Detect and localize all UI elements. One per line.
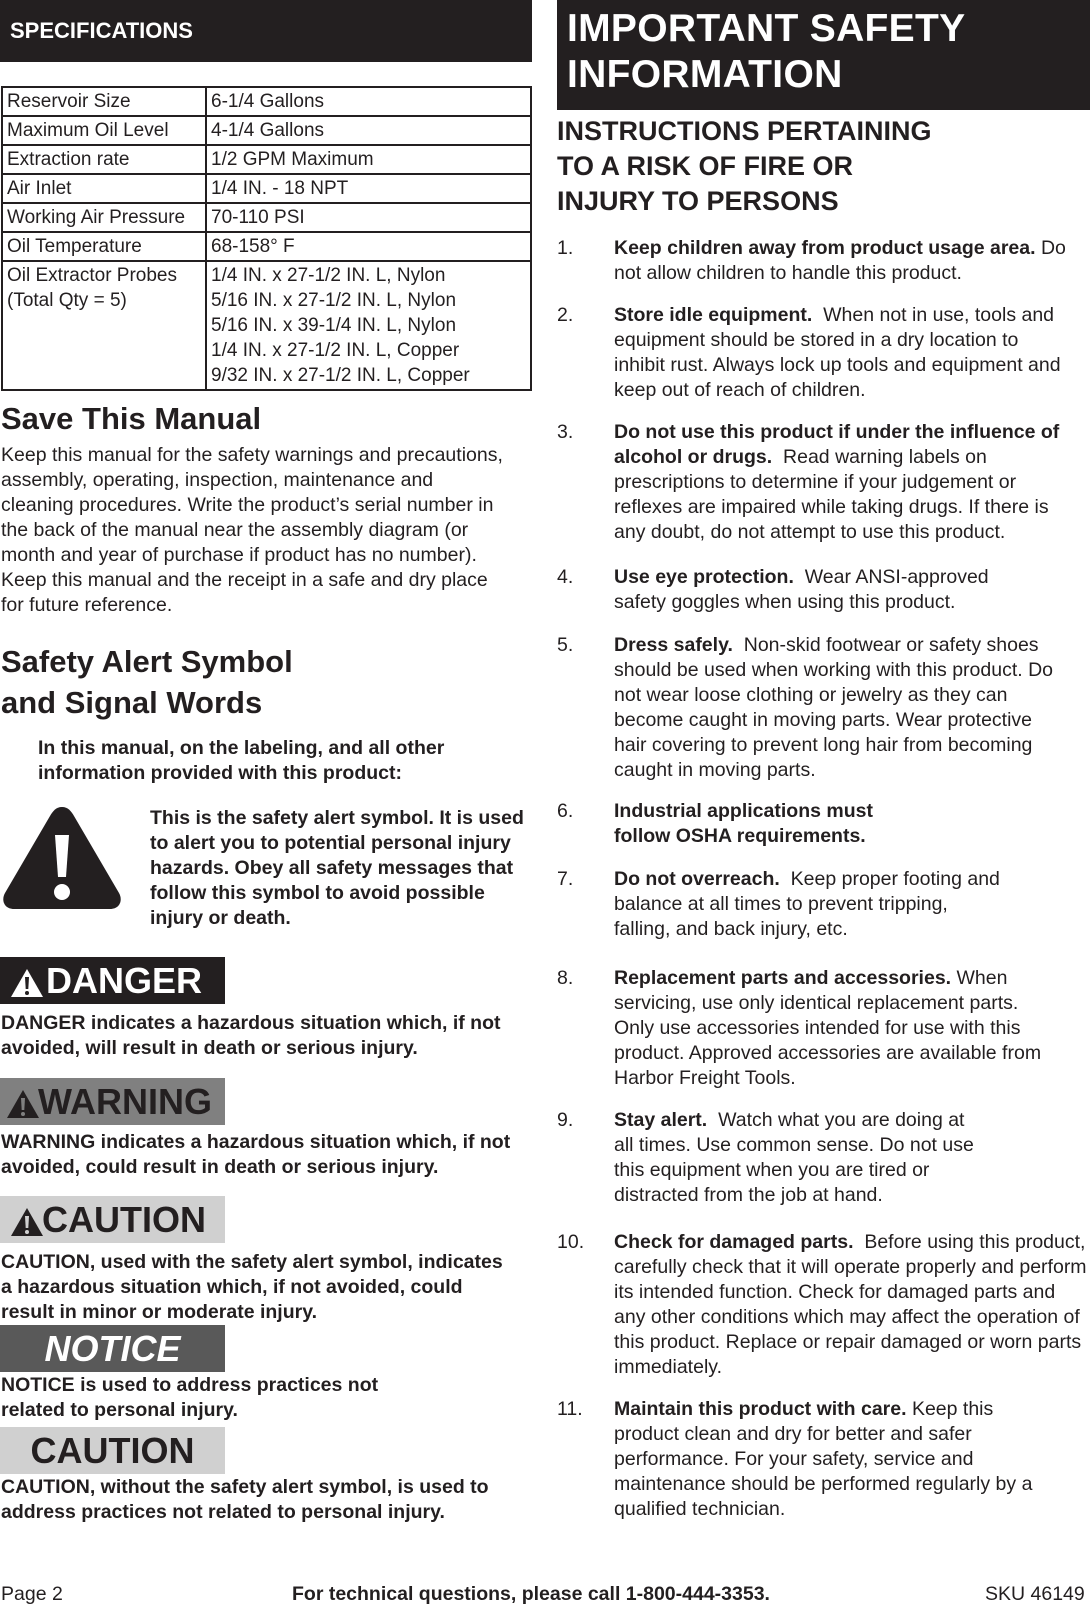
- item-text: Watch what you are doing at all times. Use common sense. Do not use this equipment when you are tired or distracted from the job at hand.: [614, 1109, 974, 1206]
- danger-label: DANGER: [46, 960, 203, 1001]
- item-text: Do not allow children to handle this product.: [614, 237, 1066, 284]
- item-heading: Check for damaged parts.: [614, 1231, 854, 1253]
- spec-value: 1/2 GPM Maximum: [206, 145, 531, 174]
- caution-symbol-text: CAUTION, used with the safety alert symbol, indicates a hazardous situation which, if not avoided, could result in minor or moderate injury.: [1, 1251, 503, 1323]
- warning-badge: [0, 1078, 225, 1125]
- table-row: [2, 232, 531, 261]
- item-text: Before using this product, carefully check that it will operate properly and perform its intended function. Check for damaged parts and any other conditions which may affect the operation of this product. Replace or repair damaged or worn parts immediately.: [614, 1231, 1087, 1378]
- danger-text: DANGER indicates a hazardous situation which, if not avoided, will result in death or serious injury.: [1, 1012, 501, 1059]
- item-number: 10.: [557, 1231, 585, 1253]
- item-heading: Replacement parts and accessories.: [614, 967, 952, 989]
- alert-triangle-icon: [6, 1081, 40, 1122]
- item-number: 4.: [557, 566, 574, 588]
- spec-label: Oil Temperature: [2, 232, 206, 261]
- table-row: [2, 145, 531, 174]
- spec-label: Working Air Pressure: [2, 203, 206, 232]
- save-manual-title: Save This Manual: [1, 401, 262, 436]
- table-row: [2, 203, 531, 232]
- tech-support-phone: For technical questions, please call 1-800-444-3353.: [292, 1583, 770, 1605]
- alert-symbol-text: This is the safety alert symbol. It is used to alert you to potential personal injury hazards. Obey all safety messages that follow this symbol to avoid possible injury or death.: [150, 807, 524, 929]
- table-row: [2, 116, 531, 145]
- item-number: 8.: [557, 967, 574, 989]
- list-item: [614, 420, 1076, 545]
- spec-label: [2, 261, 206, 390]
- item-number: 3.: [557, 421, 574, 443]
- table-row: [2, 174, 531, 203]
- item-heading: Store idle equipment.: [614, 304, 813, 326]
- safety-info-heading: [557, 0, 1090, 110]
- list-item: [614, 1230, 1088, 1380]
- list-item: [614, 633, 1064, 783]
- spec-value: 6-1/4 Gallons: [206, 87, 531, 116]
- spec-label: Reservoir Size: [2, 87, 206, 116]
- caution-symbol-label: CAUTION: [42, 1199, 206, 1240]
- item-number: 7.: [557, 868, 574, 890]
- page-number: Page 2: [1, 1583, 63, 1605]
- notice-label: NOTICE: [44, 1328, 181, 1369]
- spec-label: Air Inlet: [2, 174, 206, 203]
- sku-number: SKU 46149: [985, 1583, 1085, 1605]
- spec-value: 68-158° F: [206, 232, 531, 261]
- item-text: Non-skid footwear or safety shoes should be used when working with this product. Do not wear loose clothing or jewelry as they can become caught in moving parts. Wear protective hair covering to prevent long hair from becoming caught in moving parts.: [614, 634, 1053, 781]
- caution-plain-label: CAUTION: [30, 1430, 195, 1471]
- table-row: [2, 87, 531, 116]
- list-item: [614, 1108, 989, 1208]
- alert-symbol-title-line2: and Signal Words: [1, 685, 263, 720]
- list-item: [614, 236, 1084, 286]
- list-item: [614, 303, 1069, 403]
- caution-symbol-badge: [0, 1196, 225, 1243]
- spec-value: 1/4 IN. - 18 NPT: [206, 174, 531, 203]
- alert-triangle-icon: [10, 1199, 44, 1240]
- safety-subtitle: [557, 114, 932, 219]
- spec-value: 4-1/4 Gallons: [206, 116, 531, 145]
- safety-alert-icon: [0, 803, 124, 918]
- warning-label: WARNING: [38, 1081, 212, 1122]
- item-heading: Do not overreach.: [614, 868, 780, 890]
- item-heading: Dress safely.: [614, 634, 733, 656]
- spec-value: [206, 261, 531, 390]
- item-number: 2.: [557, 304, 574, 326]
- probe-item: 1/4 IN. x 27-1/2 IN. L, Copper: [211, 340, 460, 361]
- notice-text: NOTICE is used to address practices not related to personal injury.: [1, 1374, 379, 1421]
- item-text: When servicing, use only identical replacement parts. Only use accessories intended for use with this product. Approved accessories are available from Harbor Freight Tools.: [614, 967, 1042, 1089]
- alert-symbol-title-line1: Safety Alert Symbol: [1, 644, 293, 679]
- item-heading: Maintain this product with care.: [614, 1398, 907, 1420]
- item-text: When not in use, tools and equipment should be stored in a dry location to inhibit rust. Always lock up tools and equipment and keep out of reach of children.: [614, 304, 1061, 401]
- probes-label: Oil Extractor Probes: [7, 265, 177, 286]
- safety-subtitle-line3: INJURY TO PERSONS: [557, 186, 839, 216]
- spec-label: Extraction rate: [2, 145, 206, 174]
- list-item: [614, 867, 1004, 942]
- specifications-heading: SPECIFICATIONS: [0, 0, 532, 62]
- alert-symbol-title: [1, 641, 401, 723]
- alert-intro: In this manual, on the labeling, and all other information provided with this product:: [38, 737, 445, 784]
- item-heading: Use eye protection.: [614, 566, 794, 588]
- caution-plain-text: CAUTION, without the safety alert symbol, is used to address practices not related to personal injury.: [1, 1476, 489, 1523]
- item-text: Read warning labels on prescriptions to determine if your judgement or reflexes are impaired while taking drugs. If there is any doubt, do not attempt to use this product.: [614, 446, 1049, 543]
- item-number: 11.: [557, 1398, 583, 1420]
- safety-info-heading-line1: IMPORTANT SAFETY: [567, 7, 966, 50]
- list-item: [614, 799, 904, 849]
- save-manual-text: Keep this manual for the safety warnings and precautions, assembly, operating, inspection, maintenance and cleaning procedures. Write the product’s serial number in the back of the manual near the assembly diagram (or month and year of purchase if product has no number). Keep this manual and the receipt in a safe and dry place for future reference.: [1, 444, 503, 616]
- item-heading: Stay alert.: [614, 1109, 708, 1131]
- item-heading: Keep children away from product usage area.: [614, 237, 1036, 259]
- probe-item: 9/32 IN. x 27-1/2 IN. L, Copper: [211, 365, 470, 386]
- spec-label: Maximum Oil Level: [2, 116, 206, 145]
- warning-text: WARNING indicates a hazardous situation which, if not avoided, could result in death or serious injury.: [1, 1131, 511, 1178]
- caution-plain-badge: [0, 1427, 225, 1474]
- list-item: [614, 966, 1052, 1091]
- list-item: [614, 565, 1034, 615]
- item-text: Keep proper footing and balance at all times to prevent tripping, falling, and back injury, etc.: [614, 868, 1000, 940]
- probe-item: 5/16 IN. x 39-1/4 IN. L, Nylon: [211, 315, 457, 336]
- item-text: Keep this product clean and dry for better and safer performance. For your safety, service and maintenance should be performed regularly by a qualified technician.: [614, 1398, 1033, 1520]
- item-number: 5.: [557, 634, 574, 656]
- spec-value: 70-110 PSI: [206, 203, 531, 232]
- specifications-table: [1, 86, 532, 391]
- notice-badge: [0, 1325, 225, 1372]
- probe-item: 5/16 IN. x 27-1/2 IN. L, Nylon: [211, 290, 457, 311]
- item-number: 9.: [557, 1109, 574, 1131]
- probes-qty: (Total Qty = 5): [7, 290, 127, 311]
- danger-badge: [0, 957, 225, 1004]
- table-row: [2, 261, 531, 390]
- item-number: 1.: [557, 237, 574, 259]
- item-heading: Do not use this product if under the influence of alcohol or drugs.: [614, 421, 1060, 468]
- alert-triangle-icon: [10, 960, 44, 1001]
- item-heading: Industrial applications must follow OSHA requirements.: [614, 800, 873, 847]
- safety-subtitle-line1: INSTRUCTIONS PERTAINING: [557, 116, 932, 146]
- probe-item: 1/4 IN. x 27-1/2 IN. L, Nylon: [211, 265, 446, 286]
- item-text: Wear ANSI-approved safety goggles when using this product.: [614, 566, 989, 613]
- item-number: 6.: [557, 800, 574, 822]
- safety-info-heading-line2: INFORMATION: [567, 53, 843, 96]
- list-item: [614, 1397, 1054, 1522]
- safety-subtitle-line2: TO A RISK OF FIRE OR: [557, 151, 854, 181]
